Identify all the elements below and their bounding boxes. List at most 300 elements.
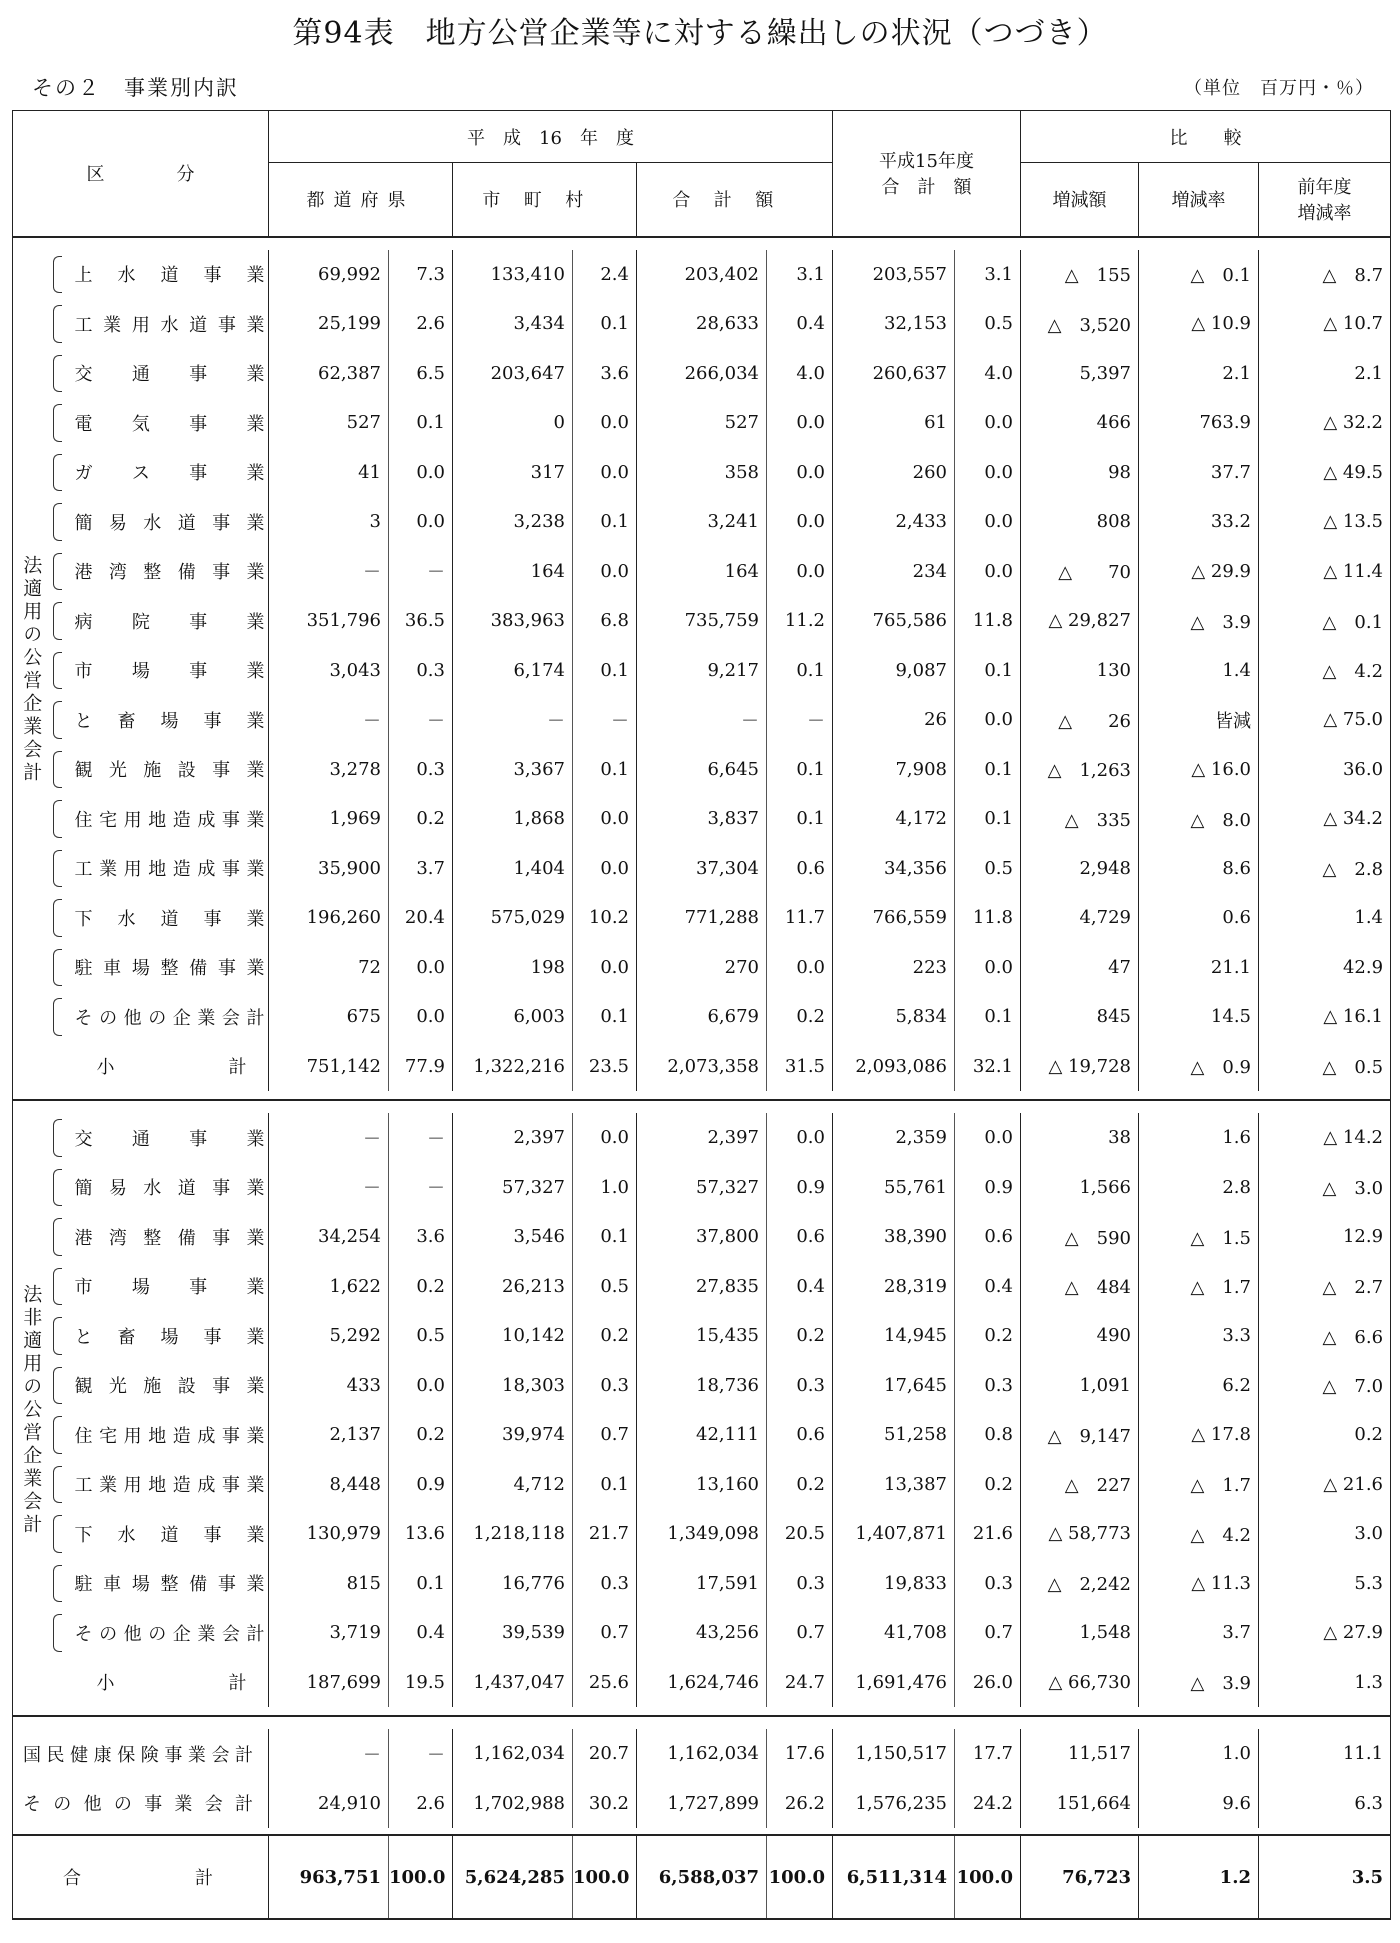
row-label — [51, 1460, 269, 1510]
cell-tv: 37,304 — [637, 844, 767, 894]
cell-cv: 203,647 — [453, 349, 573, 399]
row-label-text: その他の企業会計 — [74, 1623, 265, 1645]
cell-pv: 675 — [269, 992, 389, 1042]
row-label-text: と畜場事業 — [74, 1326, 265, 1348]
row-label-text: 病院事業 — [74, 611, 265, 633]
cell-prev: △ 2.8 — [1259, 844, 1391, 894]
row-label — [51, 1559, 269, 1609]
row-label — [51, 1311, 269, 1361]
cell-prev: 3.0 — [1259, 1509, 1391, 1559]
table-row — [13, 943, 1391, 993]
cell-diff: 98 — [1021, 448, 1139, 498]
cell-rate: 9.6 — [1139, 1779, 1259, 1829]
table-row — [13, 398, 1391, 448]
cell-cv: 1,218,118 — [453, 1509, 573, 1559]
cell-prev: 12.9 — [1259, 1212, 1391, 1262]
cell-diff: △ 227 — [1021, 1460, 1139, 1510]
cell-rate: 37.7 — [1139, 448, 1259, 498]
cell-hv: 1,576,235 — [833, 1779, 955, 1829]
cell-prev: △ 3.0 — [1259, 1163, 1391, 1213]
cell-cv: 1,404 — [453, 844, 573, 894]
row-label — [51, 695, 269, 745]
cell-hp: 0.5 — [955, 844, 1021, 894]
table-row — [13, 1113, 1391, 1163]
cell-tp: 0.0 — [767, 547, 833, 597]
table-row — [13, 250, 1391, 300]
cell-diff: △ 2,242 — [1021, 1559, 1139, 1609]
cell-hv: 13,387 — [833, 1460, 955, 1510]
table-row — [13, 1460, 1391, 1510]
cell-tv: 1,349,098 — [637, 1509, 767, 1559]
cell-cp: － — [573, 695, 637, 745]
cell-tv: 27,835 — [637, 1262, 767, 1312]
cell-prev: △ 75.0 — [1259, 695, 1391, 745]
header-prev-line2: 増減率 — [1297, 203, 1352, 225]
row-label-text: 工業用地造成事業 — [74, 859, 265, 881]
cell-pv: － — [269, 1163, 389, 1213]
cell-prev: 0.2 — [1259, 1410, 1391, 1460]
cell-tv: 266,034 — [637, 349, 767, 399]
cell-pp: 0.3 — [389, 646, 453, 696]
cell-cp: 0.3 — [573, 1559, 637, 1609]
cell-pp: － — [389, 1113, 453, 1163]
cell-hv: 55,761 — [833, 1163, 955, 1213]
cell-cp: 0.1 — [573, 497, 637, 547]
cell-pp: 36.5 — [389, 596, 453, 646]
row-label-text: 市場事業 — [74, 1277, 265, 1299]
cell-tv: 28,633 — [637, 299, 767, 349]
row-label — [51, 1361, 269, 1411]
cell-tv: 735,759 — [637, 596, 767, 646]
header-rate: 増減率 — [1139, 163, 1259, 237]
cell-diff: 130 — [1021, 646, 1139, 696]
grand-total-row — [13, 1835, 1391, 1919]
cell-rate: △ 3.9 — [1139, 1658, 1259, 1708]
cell-hv: 1,407,871 — [833, 1509, 955, 1559]
cell-rate: △ 3.9 — [1139, 596, 1259, 646]
row-label — [51, 1608, 269, 1658]
cell-rate: 21.1 — [1139, 943, 1259, 993]
cell-tv: 37,800 — [637, 1212, 767, 1262]
row-label — [51, 299, 269, 349]
cell-cp: 10.2 — [573, 893, 637, 943]
cell-cv: 575,029 — [453, 893, 573, 943]
cell-prev: 5.3 — [1259, 1559, 1391, 1609]
cell-diff: △ 3,520 — [1021, 299, 1139, 349]
cell-prev: △ 32.2 — [1259, 398, 1391, 448]
cell-cp: 0.1 — [573, 1460, 637, 1510]
cell-pp: － — [389, 1163, 453, 1213]
table-row — [13, 448, 1391, 498]
cell-diff: 845 — [1021, 992, 1139, 1042]
cell-pp: 13.6 — [389, 1509, 453, 1559]
cell-prev: 3.5 — [1259, 1835, 1391, 1919]
cell-cv: 164 — [453, 547, 573, 597]
group-other-accounts — [13, 1716, 1391, 1835]
cell-cp: 1.0 — [573, 1163, 637, 1213]
cell-tp: 0.4 — [767, 299, 833, 349]
cell-hv: 2,359 — [833, 1113, 955, 1163]
cell-cp: 0.0 — [573, 1113, 637, 1163]
cell-pv: 34,254 — [269, 1212, 389, 1262]
cell-tp: 11.2 — [767, 596, 833, 646]
cell-diff: 4,729 — [1021, 893, 1139, 943]
subtotal-label — [51, 1042, 269, 1092]
cell-pv: － — [269, 695, 389, 745]
cell-hp: 4.0 — [955, 349, 1021, 399]
group-spacer — [13, 1716, 1391, 1729]
cell-tv: － — [637, 695, 767, 745]
cell-hp: 11.8 — [955, 893, 1021, 943]
group-spacer — [13, 237, 1391, 250]
table-row — [13, 844, 1391, 894]
cell-hp: 26.0 — [955, 1658, 1021, 1708]
cell-cv: 26,213 — [453, 1262, 573, 1312]
cell-tp: 100.0 — [767, 1835, 833, 1919]
cell-hp: 3.1 — [955, 250, 1021, 300]
row-label — [51, 1410, 269, 1460]
row-label-text: 工業用地造成事業 — [74, 1475, 265, 1497]
cell-pp: 100.0 — [389, 1835, 453, 1919]
cell-cp: 0.0 — [573, 547, 637, 597]
cell-hv: 14,945 — [833, 1311, 955, 1361]
row-label-text: 住宅用地造成事業 — [74, 1425, 265, 1447]
cell-rate: △ 0.9 — [1139, 1042, 1259, 1092]
cell-pp: 3.7 — [389, 844, 453, 894]
cell-pp: 20.4 — [389, 893, 453, 943]
row-label-text: 市場事業 — [74, 661, 265, 683]
cell-hp: 0.9 — [955, 1163, 1021, 1213]
cell-tp: 11.7 — [767, 893, 833, 943]
cell-pv: － — [269, 1729, 389, 1779]
cell-pp: 0.1 — [389, 398, 453, 448]
cell-prev: △ 6.6 — [1259, 1311, 1391, 1361]
cell-hp: 0.6 — [955, 1212, 1021, 1262]
table-row — [13, 745, 1391, 795]
row-label — [51, 398, 269, 448]
cell-pp: 0.2 — [389, 794, 453, 844]
cell-tp: 0.0 — [767, 1113, 833, 1163]
cell-hp: 0.3 — [955, 1559, 1021, 1609]
group-law-non-applied — [13, 1100, 1391, 1716]
row-label-text: 下水道事業 — [74, 908, 265, 930]
cell-hp: 100.0 — [955, 1835, 1021, 1919]
cell-rate: △ 17.8 — [1139, 1410, 1259, 1460]
cell-prev: 36.0 — [1259, 745, 1391, 795]
cell-pv: 25,199 — [269, 299, 389, 349]
cell-hv: 2,433 — [833, 497, 955, 547]
cell-pp: 0.0 — [389, 1361, 453, 1411]
cell-prev: △ 13.5 — [1259, 497, 1391, 547]
cell-rate: 14.5 — [1139, 992, 1259, 1042]
row-label-text: その他の企業会計 — [74, 1007, 265, 1029]
cell-tv: 3,241 — [637, 497, 767, 547]
table-row — [13, 1410, 1391, 1460]
group-label: 法非適用の公営企業会計 — [13, 1113, 51, 1707]
cell-tp: 0.3 — [767, 1559, 833, 1609]
cell-cp: 21.7 — [573, 1509, 637, 1559]
table-row — [13, 547, 1391, 597]
row-label — [51, 250, 269, 300]
row-label-text: 住宅用地造成事業 — [74, 809, 265, 831]
cell-cp: 0.1 — [573, 992, 637, 1042]
cell-hv: 7,908 — [833, 745, 955, 795]
table-row — [13, 893, 1391, 943]
cell-hp: 0.1 — [955, 794, 1021, 844]
cell-hv: 223 — [833, 943, 955, 993]
cell-pv: 196,260 — [269, 893, 389, 943]
cell-cv: 3,546 — [453, 1212, 573, 1262]
cell-rate: 皆減 — [1139, 695, 1259, 745]
data-table — [12, 110, 1391, 1920]
cell-pp: 0.2 — [389, 1410, 453, 1460]
cell-cv: 4,712 — [453, 1460, 573, 1510]
cell-hp: 0.0 — [955, 398, 1021, 448]
cell-cv: 3,367 — [453, 745, 573, 795]
cell-hp: 0.1 — [955, 646, 1021, 696]
row-label — [13, 1729, 269, 1779]
cell-hv: 1,691,476 — [833, 1658, 955, 1708]
cell-hv: 260 — [833, 448, 955, 498]
cell-hp: 0.1 — [955, 992, 1021, 1042]
table-row — [13, 1729, 1391, 1779]
cell-rate: △ 1.5 — [1139, 1212, 1259, 1262]
cell-prev: 6.3 — [1259, 1779, 1391, 1829]
cell-diff: 5,397 — [1021, 349, 1139, 399]
cell-hv: 28,319 — [833, 1262, 955, 1312]
cell-tp: 0.0 — [767, 497, 833, 547]
cell-hv: 2,093,086 — [833, 1042, 955, 1092]
table-row — [13, 1163, 1391, 1213]
cell-pp: － — [389, 547, 453, 597]
cell-tv: 1,727,899 — [637, 1779, 767, 1829]
cell-pp: 3.6 — [389, 1212, 453, 1262]
cell-hp: 0.2 — [955, 1460, 1021, 1510]
cell-hp: 0.0 — [955, 448, 1021, 498]
cell-cv: 1,702,988 — [453, 1779, 573, 1829]
cell-cp: 6.8 — [573, 596, 637, 646]
table-row — [13, 646, 1391, 696]
cell-pv: 130,979 — [269, 1509, 389, 1559]
row-label — [51, 1163, 269, 1213]
cell-hp: 0.8 — [955, 1410, 1021, 1460]
row-label-text: 交通事業 — [74, 1128, 265, 1150]
cell-pv: 3,043 — [269, 646, 389, 696]
row-label-text: 観光施設事業 — [74, 1376, 265, 1398]
cell-diff: △ 26 — [1021, 695, 1139, 745]
cell-pp: 19.5 — [389, 1658, 453, 1708]
cell-hv: 766,559 — [833, 893, 955, 943]
page-title: 第94表 地方公営企業等に対する繰出しの状況（つづき） — [292, 16, 1108, 51]
cell-pp: 0.0 — [389, 992, 453, 1042]
cell-cp: 30.2 — [573, 1779, 637, 1829]
group-spacer — [13, 1091, 1391, 1100]
cell-tv: 6,645 — [637, 745, 767, 795]
cell-hv: 51,258 — [833, 1410, 955, 1460]
cell-diff: △ 19,728 — [1021, 1042, 1139, 1092]
cell-pv: 751,142 — [269, 1042, 389, 1092]
subtotal-row — [13, 1042, 1391, 1092]
header-city: 市町村 — [453, 163, 637, 237]
cell-diff: △ 9,147 — [1021, 1410, 1139, 1460]
cell-diff: △ 58,773 — [1021, 1509, 1139, 1559]
header-h15 — [833, 111, 1021, 237]
cell-hv: 260,637 — [833, 349, 955, 399]
table-row — [13, 1559, 1391, 1609]
cell-cv: 1,437,047 — [453, 1658, 573, 1708]
cell-rate: 1.2 — [1139, 1835, 1259, 1919]
table-subtitle: その２ 事業別内訳 — [32, 76, 239, 100]
row-label-text: 交通事業 — [74, 364, 265, 386]
cell-tv: 17,591 — [637, 1559, 767, 1609]
cell-diff: 490 — [1021, 1311, 1139, 1361]
cell-tp: 0.7 — [767, 1608, 833, 1658]
cell-cp: 2.4 — [573, 250, 637, 300]
cell-pp: 7.3 — [389, 250, 453, 300]
row-label-text: 工業用水道事業 — [74, 314, 265, 336]
cell-tp: 0.0 — [767, 448, 833, 498]
row-label-text: 電気事業 — [74, 413, 265, 435]
cell-prev: △ 27.9 — [1259, 1608, 1391, 1658]
cell-pv: 815 — [269, 1559, 389, 1609]
cell-tv: 6,679 — [637, 992, 767, 1042]
cell-cp: 0.0 — [573, 844, 637, 894]
row-label — [51, 943, 269, 993]
cell-hv: 32,153 — [833, 299, 955, 349]
cell-tv: 203,402 — [637, 250, 767, 300]
cell-cp: 20.7 — [573, 1729, 637, 1779]
cell-hv: 6,511,314 — [833, 1835, 955, 1919]
table-row — [13, 1212, 1391, 1262]
cell-tp: 0.6 — [767, 844, 833, 894]
cell-pp: 0.3 — [389, 745, 453, 795]
row-label — [51, 844, 269, 894]
cell-pp: 0.1 — [389, 1559, 453, 1609]
cell-hv: 4,172 — [833, 794, 955, 844]
cell-cp: 0.0 — [573, 794, 637, 844]
cell-rate: △ 16.0 — [1139, 745, 1259, 795]
cell-prev: △ 0.5 — [1259, 1042, 1391, 1092]
cell-hp: 0.0 — [955, 695, 1021, 745]
cell-pv: 3 — [269, 497, 389, 547]
cell-cv: 0 — [453, 398, 573, 448]
cell-rate: △ 4.2 — [1139, 1509, 1259, 1559]
cell-pp: 0.0 — [389, 943, 453, 993]
row-label-text: ガス事業 — [74, 463, 265, 485]
cell-cv: 57,327 — [453, 1163, 573, 1213]
cell-rate: △ 1.7 — [1139, 1262, 1259, 1312]
cell-tp: 0.0 — [767, 398, 833, 448]
cell-cp: 3.6 — [573, 349, 637, 399]
cell-hv: 19,833 — [833, 1559, 955, 1609]
cell-hv: 203,557 — [833, 250, 955, 300]
cell-rate: 2.1 — [1139, 349, 1259, 399]
cell-rate: 0.6 — [1139, 893, 1259, 943]
cell-tv: 9,217 — [637, 646, 767, 696]
cell-hp: 0.0 — [955, 547, 1021, 597]
cell-cv: 3,434 — [453, 299, 573, 349]
cell-hp: 0.3 — [955, 1361, 1021, 1411]
row-label-text: その他の事業会計 — [23, 1794, 253, 1816]
cell-pv: 35,900 — [269, 844, 389, 894]
cell-tp: 0.6 — [767, 1410, 833, 1460]
cell-diff: 47 — [1021, 943, 1139, 993]
cell-prev: △ 2.7 — [1259, 1262, 1391, 1312]
cell-pp: 0.0 — [389, 448, 453, 498]
cell-prev: 1.3 — [1259, 1658, 1391, 1708]
cell-hv: 765,586 — [833, 596, 955, 646]
cell-diff: 2,948 — [1021, 844, 1139, 894]
cell-pv: 62,387 — [269, 349, 389, 399]
cell-rate: 6.2 — [1139, 1361, 1259, 1411]
cell-cv: 18,303 — [453, 1361, 573, 1411]
group-grand-total — [13, 1835, 1391, 1919]
cell-tp: 0.2 — [767, 992, 833, 1042]
cell-tp: 0.1 — [767, 646, 833, 696]
cell-cv: － — [453, 695, 573, 745]
table-row — [13, 1361, 1391, 1411]
cell-tp: 0.2 — [767, 1311, 833, 1361]
cell-hp: 0.2 — [955, 1311, 1021, 1361]
cell-rate: △ 10.9 — [1139, 299, 1259, 349]
cell-diff: △ 70 — [1021, 547, 1139, 597]
grand-total-label-text: 合計 — [63, 1868, 213, 1889]
cell-tv: 57,327 — [637, 1163, 767, 1213]
cell-rate: 3.7 — [1139, 1608, 1259, 1658]
cell-diff: 151,664 — [1021, 1779, 1139, 1829]
cell-cv: 6,003 — [453, 992, 573, 1042]
row-label-text: 上水道事業 — [74, 265, 265, 287]
row-label — [51, 547, 269, 597]
cell-prev: 2.1 — [1259, 349, 1391, 399]
cell-hv: 61 — [833, 398, 955, 448]
cell-tv: 2,073,358 — [637, 1042, 767, 1092]
row-label — [51, 1212, 269, 1262]
header-prev-line1: 前年度 — [1297, 177, 1352, 199]
cell-pp: 0.0 — [389, 497, 453, 547]
cell-tv: 270 — [637, 943, 767, 993]
cell-cv: 383,963 — [453, 596, 573, 646]
cell-cv: 5,624,285 — [453, 1835, 573, 1919]
cell-pv: 963,751 — [269, 1835, 389, 1919]
cell-hp: 32.1 — [955, 1042, 1021, 1092]
header-total: 合計額 — [637, 163, 833, 237]
header-h16: 平 成 16 年 度 — [269, 111, 833, 163]
cell-tv: 1,624,746 — [637, 1658, 767, 1708]
cell-hp: 0.0 — [955, 497, 1021, 547]
cell-pv: 5,292 — [269, 1311, 389, 1361]
header-compare: 比 較 — [1021, 111, 1391, 163]
row-label-text: 駐車場整備事業 — [74, 958, 265, 980]
cell-cp: 0.1 — [573, 299, 637, 349]
table-row — [13, 497, 1391, 547]
row-label-text: 国民健康保険事業会計 — [23, 1744, 253, 1766]
table-row — [13, 596, 1391, 646]
row-label — [51, 992, 269, 1042]
cell-tp: － — [767, 695, 833, 745]
cell-pv: 41 — [269, 448, 389, 498]
cell-diff: 466 — [1021, 398, 1139, 448]
cell-tv: 6,588,037 — [637, 1835, 767, 1919]
cell-hv: 234 — [833, 547, 955, 597]
row-label-text: と畜場事業 — [74, 710, 265, 732]
cell-diff: △ 335 — [1021, 794, 1139, 844]
cell-tp: 31.5 — [767, 1042, 833, 1092]
cell-cv: 16,776 — [453, 1559, 573, 1609]
group-spacer — [13, 1100, 1391, 1113]
row-label — [51, 448, 269, 498]
row-label-text: 観光施設事業 — [74, 760, 265, 782]
